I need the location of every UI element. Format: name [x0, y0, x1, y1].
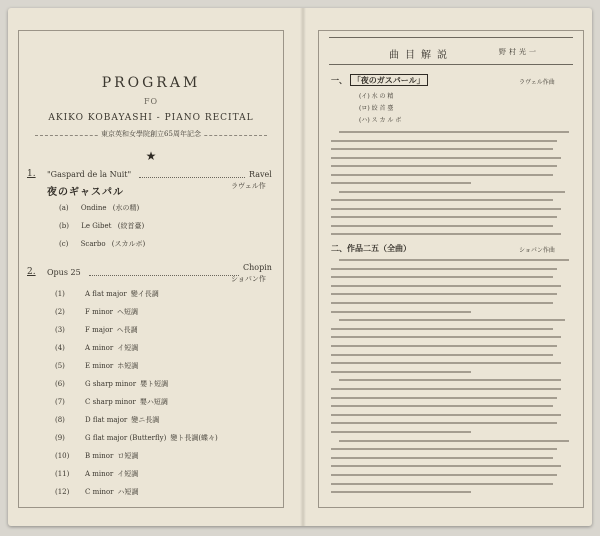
center-fold — [300, 8, 306, 526]
text-line — [331, 336, 561, 338]
text-line — [331, 431, 471, 433]
etude-key-jp: 嬰ト短調 — [140, 380, 169, 388]
text-line — [331, 371, 471, 373]
etude-key-jp: 嬰ハ短調 — [139, 398, 168, 406]
etude-key-jp: イ短調 — [117, 470, 139, 478]
program-title: PROGRAM — [101, 75, 201, 91]
etude-key: D flat major — [85, 416, 128, 424]
text-line — [331, 225, 553, 227]
etude-key-jp: 變イ長調 — [130, 290, 159, 298]
etude-row — [55, 433, 218, 443]
text-line — [331, 491, 471, 493]
text-line — [331, 233, 561, 235]
item2-leader — [89, 275, 239, 276]
text-line — [331, 311, 471, 313]
section2-heading: 二、作品二五（全曲） — [331, 243, 411, 253]
item1-composer: Ravel — [249, 170, 272, 179]
etude-number: (5) — [55, 362, 65, 370]
etude-key-jp: ヘ短調 — [117, 308, 139, 316]
program-for-label: FO — [143, 97, 159, 106]
movement-label: (c) — [59, 240, 69, 248]
section1-heading — [331, 75, 428, 86]
section1-title: 「夜のガスパール」 — [350, 74, 428, 86]
etude-key: A minor — [85, 344, 114, 352]
etude-number: (1) — [55, 290, 65, 298]
etude-key-jp: 變ト長調(蝶々) — [170, 434, 218, 442]
etude-row — [55, 289, 159, 299]
etude-key-jp: ハ短調 — [117, 488, 139, 496]
text-line — [331, 362, 561, 364]
etude-number: (11) — [55, 470, 70, 478]
text-line — [331, 268, 557, 270]
movement-label: (b) — [59, 222, 69, 230]
text-line — [331, 157, 561, 159]
section1-item: (イ) 水 の 精 — [359, 93, 394, 100]
item2-composer: Chopin — [243, 263, 272, 272]
text-line — [331, 216, 557, 218]
text-line — [331, 483, 553, 485]
section1-item: (ハ) ス カ ル ボ — [359, 117, 402, 124]
movement-row — [59, 203, 139, 213]
etude-key-jp: 變ニ長調 — [131, 416, 160, 424]
movement-label: (a) — [59, 204, 69, 212]
movement-jp: (水の精) — [112, 204, 140, 212]
etude-key: A minor — [85, 470, 114, 478]
item2-piece-en: Opus 25 — [47, 268, 81, 277]
notes-page — [318, 30, 584, 508]
recital-occasion — [98, 129, 204, 139]
program-page — [18, 30, 284, 508]
text-line — [339, 131, 569, 133]
item2-number: 2. — [27, 267, 36, 277]
text-line — [331, 148, 553, 150]
etude-key: B minor — [85, 452, 114, 460]
text-line — [331, 328, 553, 330]
etude-row — [55, 397, 168, 407]
etude-key: A flat major — [85, 290, 127, 298]
etude-number: (7) — [55, 398, 65, 406]
text-line — [331, 397, 557, 399]
etude-key: C minor — [85, 488, 114, 496]
etude-key: F minor — [85, 308, 114, 316]
text-line — [339, 259, 569, 261]
etude-number: (3) — [55, 326, 65, 334]
movement-row — [59, 239, 145, 249]
etude-key: C sharp minor — [85, 398, 136, 406]
text-line — [331, 457, 553, 459]
text-line — [331, 199, 553, 201]
etude-key: G sharp minor — [85, 380, 137, 388]
etude-key: E minor — [85, 362, 114, 370]
etude-number: (6) — [55, 380, 65, 388]
movement-jp: (スカルボ) — [111, 240, 146, 248]
etude-key-jp: ヘ長調 — [116, 326, 138, 334]
text-line — [331, 208, 561, 210]
movement-en: Le Gibet — [81, 222, 112, 230]
text-line — [339, 379, 561, 381]
occasion-text: 東京英和女學院創立65周年記念 — [101, 130, 201, 138]
etude-key: G flat major (Butterfly) — [85, 434, 167, 442]
text-line — [331, 448, 557, 450]
text-line — [331, 285, 561, 287]
etude-number: (8) — [55, 416, 65, 424]
text-line — [331, 474, 557, 476]
text-line — [331, 465, 561, 467]
movement-en: Ondine — [80, 204, 107, 212]
text-line — [331, 422, 557, 424]
text-line — [339, 319, 565, 321]
text-line — [331, 293, 557, 295]
text-line — [331, 302, 553, 304]
etude-row — [55, 343, 138, 353]
section1-item: (ロ) 絞 首 臺 — [359, 105, 394, 112]
recital-artist: AKIKO KOBAYASHI - PIANO RECITAL — [48, 113, 254, 123]
text-line — [331, 414, 561, 416]
text-line — [331, 140, 557, 142]
etude-number: (12) — [55, 488, 70, 496]
etude-row — [55, 325, 138, 335]
etude-row — [55, 379, 168, 389]
movement-en: Scarbo — [80, 240, 106, 248]
item1-piece-en: "Gaspard de la Nuit" — [47, 170, 132, 179]
section2-composer: ショパン作曲 — [519, 247, 555, 254]
etude-number: (2) — [55, 308, 65, 316]
text-line — [339, 191, 565, 193]
item1-leader — [139, 177, 245, 178]
etude-row — [55, 415, 159, 425]
movement-jp: (絞首臺) — [117, 222, 145, 230]
item1-number: 1. — [27, 169, 36, 179]
text-line — [331, 182, 471, 184]
etude-key-jp: ホ短調 — [117, 362, 139, 370]
text-line — [339, 440, 569, 442]
item2-composer-jp: ショパン作 — [231, 275, 266, 283]
text-line — [331, 405, 553, 407]
text-line — [331, 354, 553, 356]
program-sheet — [8, 8, 592, 526]
star-ornament: ★ — [145, 149, 157, 163]
etude-number: (10) — [55, 452, 70, 460]
text-line — [331, 276, 553, 278]
etude-number: (4) — [55, 344, 65, 352]
etude-row — [55, 451, 138, 461]
section1-composer: ラヴェル作曲 — [519, 79, 555, 86]
etude-key: F major — [85, 326, 113, 334]
section1-number: 一、 — [331, 75, 347, 85]
etude-row — [55, 469, 138, 479]
text-line — [331, 345, 557, 347]
notes-header — [329, 37, 573, 65]
etude-row — [55, 361, 138, 371]
etude-row — [55, 487, 139, 497]
movement-row — [59, 221, 144, 231]
etude-key-jp: ロ短調 — [117, 452, 139, 460]
etude-key-jp: イ短調 — [117, 344, 139, 352]
etude-row — [55, 307, 138, 317]
notes-title: 曲目解説 — [389, 50, 453, 61]
etude-number: (9) — [55, 434, 65, 442]
item1-composer-jp: ラヴェル作 — [231, 182, 266, 190]
item1-title-jp: 夜のギャスパル — [47, 187, 124, 198]
text-line — [331, 174, 553, 176]
text-line — [331, 388, 561, 390]
notes-author: 野村光一 — [499, 48, 539, 56]
text-line — [331, 165, 557, 167]
